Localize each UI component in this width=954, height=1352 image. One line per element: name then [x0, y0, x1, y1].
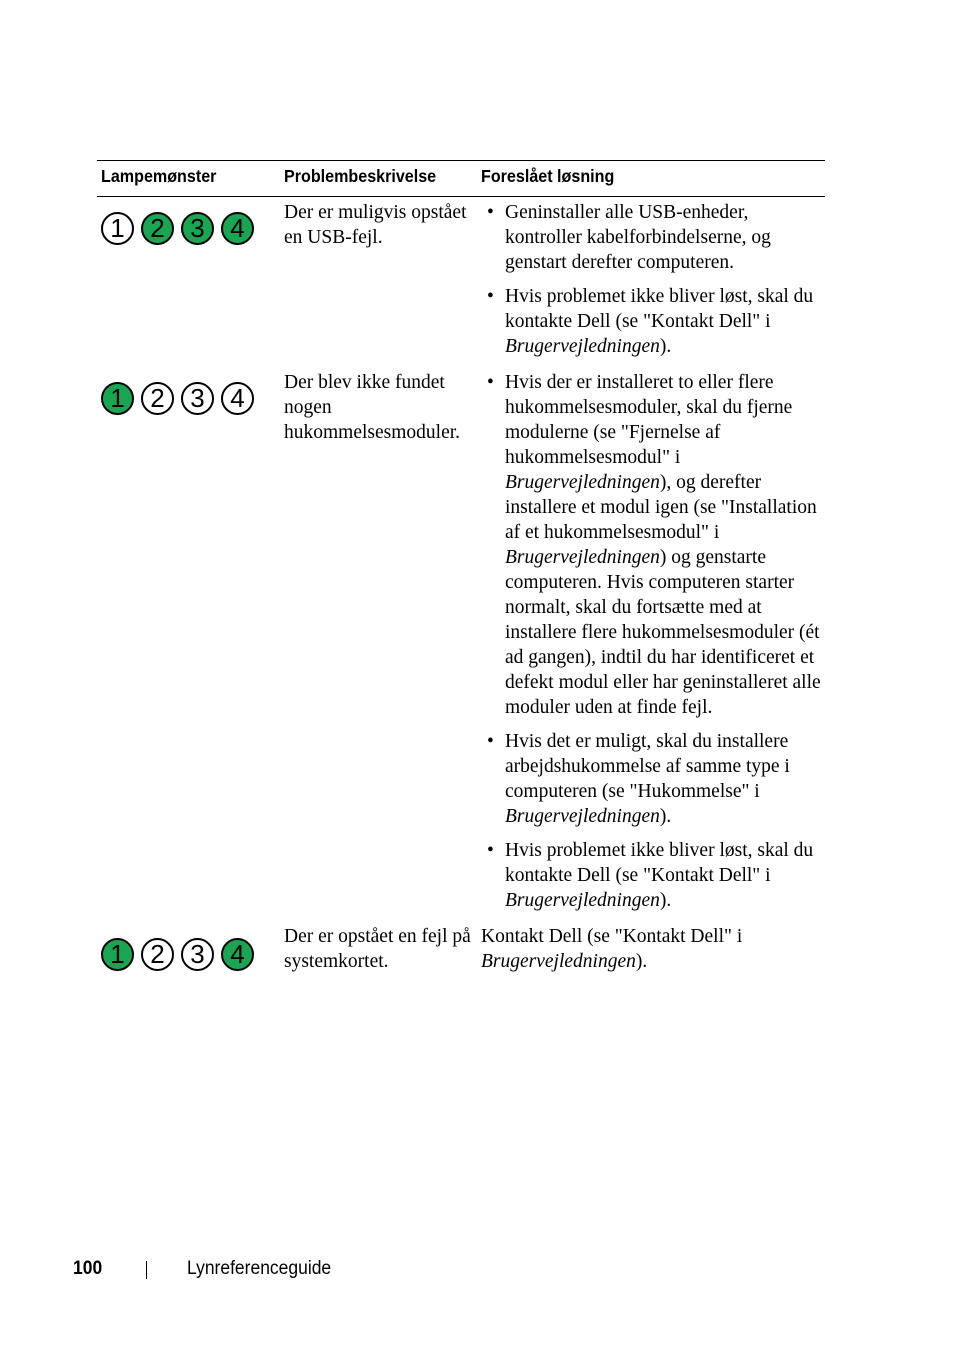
problem-description: Der blev ikke fundet nogen hukommelsesmoduler. — [284, 372, 461, 443]
header-light-pattern: Lampemønster — [101, 166, 217, 186]
diagnostic-light-3: 3 — [181, 212, 214, 245]
solution-item: • Hvis problemet ikke bliver løst, skal du kontakte Dell (se "Kontakt Dell" i Brugervejledningen). — [481, 284, 825, 359]
light-pattern — [101, 212, 261, 250]
suggested-solution — [481, 200, 825, 368]
solution-item: • Hvis det er muligt, skal du installere arbejdshukommelse af samme type i computeren (se "Hukommelse" i Brugervejledningen). — [481, 729, 825, 829]
diagnostic-light-4: 4 — [221, 938, 254, 971]
light-pattern — [101, 382, 261, 420]
table-header-rule — [97, 196, 825, 197]
header-suggested-solution: Foreslået løsning — [481, 166, 615, 186]
page-number: 100 — [73, 1258, 103, 1279]
footer-separator — [146, 1261, 147, 1279]
solution-text: Kontakt Dell (se "Kontakt Dell" i Brugervejledningen). — [481, 926, 743, 972]
suggested-solution — [481, 924, 825, 974]
footer-title: Lynreferenceguide — [187, 1258, 332, 1279]
diagnostic-light-4: 4 — [221, 382, 254, 415]
diagnostic-light-1: 1 — [101, 382, 134, 415]
page-footer — [0, 1256, 954, 1286]
suggested-solution — [481, 370, 825, 922]
solution-item: • Hvis der er installeret to eller flere hukommelsesmoduler, skal du fjerne modulerne (se "Fjernelse af hukommelsesmodul" i Brugervejledningen), og derefter installere et modul igen (se "Installation af et hukommelsesmodul" i Brugervejledningen) og genstarte computeren. Hvis computeren starter normalt, skal du fortsætte med at installere flere hukommelsesmoduler (ét ad gangen), indtil du har identificeret et defekt modul eller har geninstalleret alle moduler uden at finde fejl. — [481, 370, 825, 720]
problem-description: Der er opstået en fejl på systemkortet. — [284, 926, 471, 972]
diagnostic-light-2: 2 — [141, 212, 174, 245]
light-pattern — [101, 938, 261, 976]
problem-description: Der er muligvis opstået en USB-fejl. — [284, 202, 467, 248]
diagnostic-light-2: 2 — [141, 382, 174, 415]
diagnostic-light-3: 3 — [181, 938, 214, 971]
diagnostic-light-3: 3 — [181, 382, 214, 415]
diagnostic-light-1: 1 — [101, 212, 134, 245]
table-top-rule — [97, 160, 825, 161]
solution-item: • Geninstaller alle USB-enheder, kontroller kabelforbindelserne, og genstart derefter computeren. — [481, 200, 825, 275]
diagnostic-light-4: 4 — [221, 212, 254, 245]
header-problem-description: Problembeskrivelse — [284, 166, 437, 186]
solution-item: • Hvis problemet ikke bliver løst, skal du kontakte Dell (se "Kontakt Dell" i Brugervejledningen). — [481, 838, 825, 913]
diagnostic-light-2: 2 — [141, 938, 174, 971]
diagnostic-light-1: 1 — [101, 938, 134, 971]
